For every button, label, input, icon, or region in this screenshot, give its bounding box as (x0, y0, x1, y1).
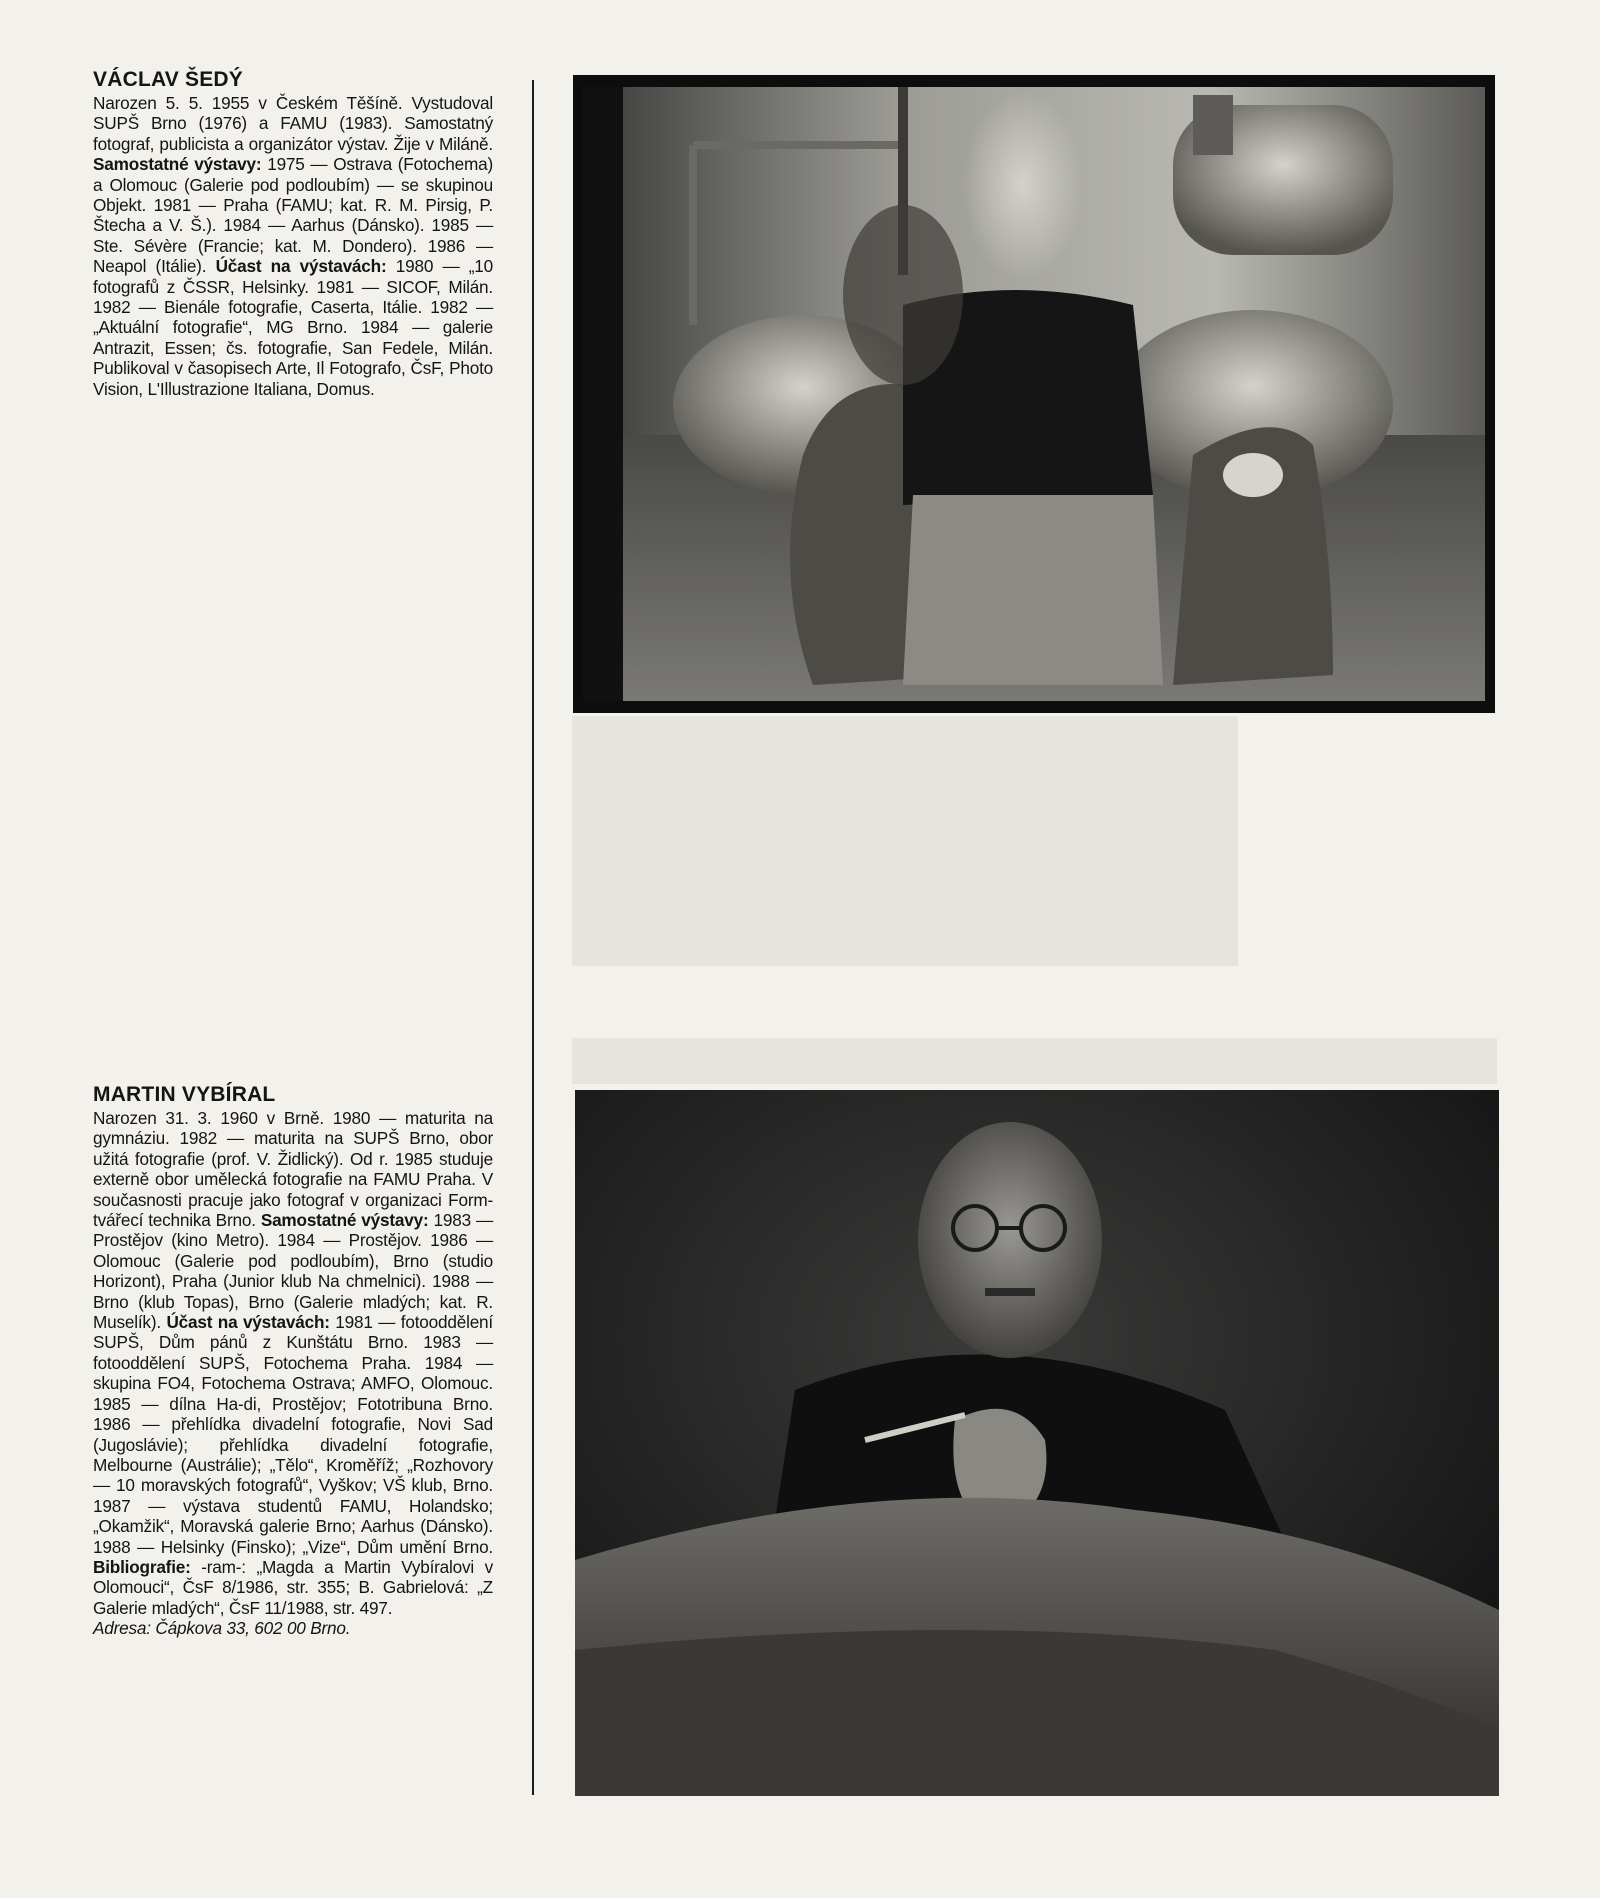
bio-name-heading: VÁCLAV ŠEDÝ (93, 68, 243, 91)
group-exhibitions-text: 1980 — „10 fotografů z ČSSR, Helsinky. 1981 — SICOF, Milán. 1982 — Bienále fotografie, Caserta, Itálie. 1982 — „Aktuální fotografie“, MG Brno. 1984 — galerie Antrazit, Essen; čs. fotografie, San Fedele, Milán. Publikoval v časopisech Arte, Il Fotografo, ČsF, Photo Vision, L'Illustrazione Italiana, Domus. (93, 256, 494, 399)
group-exhibitions-label: Účast na výstavách: (166, 1312, 330, 1333)
seated-figure-in-armchair-photo (573, 75, 1495, 713)
bio-intro: Narozen 31. 3. 1960 v Brně. 1980 — maturita na gymnáziu. 1982 — maturita na SUPŠ Brno, obor užitá fotografie (prof. V. Židlický). Od r. 1985 studuje externě obor umělecká fotografie na FAMU Praha. V současnosti pracuje jako fotograf v organizaci Form-tvářecí technika Brno. (93, 1108, 493, 1231)
photo-seated-figure (573, 75, 1495, 713)
bio-martin-vybiral (93, 1083, 493, 1639)
show-through-strip (572, 1038, 1497, 1084)
bio-vaclav-sedy (93, 68, 493, 399)
bio-text (93, 93, 493, 399)
show-through-block (572, 716, 1238, 966)
bio-intro: Narozen 5. 5. 1955 v Českém Těšíně. Vystudoval SUPŠ Brno (1976) a FAMU (1983). Samostatný fotograf, publicista a organizátor výstav. Žije v Miláně. (93, 93, 493, 154)
bibliography-text: -ram-: „Magda a Martin Vybíralovi v Olomouci“, ČsF 8/1986, str. 355; B. Gabrielová: „Z Galerie mladých“, ČsF 11/1988, str. 497. (93, 1556, 493, 1618)
solo-exhibitions-text: 1983 — Prostějov (kino Metro). 1984 — Prostějov. 1986 — Olomouc (Galerie pod podloubím), Brno (studio Horizont), Praha (Junior klub Na chmelnici). 1988 — Brno (klub Topas), Brno (Galerie mladých; kat. R. Muselík). (93, 1210, 493, 1333)
bibliography-label: Bibliografie: (93, 1556, 191, 1577)
solo-exhibitions-label: Samostatné výstavy: (260, 1210, 429, 1231)
group-exhibitions-label: Účast na výstavách: (215, 256, 387, 277)
group-exhibitions-text: 1981 — fotooddělení SUPŠ, Dům pánů z Kunštátu Brno. 1983 — fotooddělení SUPŠ, Fotochema Praha. 1984 — skupina FO4, Fotochema Ostrava; AMFO, Olomouc. 1985 — dílna Ha-di, Prostějov; Fototribuna Brno. 1986 — přehlídka divadelní fotografie, Novi Sad (Jugoslávie); přehlídka divadelní fotografie, Melbourne (Austrálie); „Tělo“, Kroměříž; „Rozhovory — 10 moravských fotografů“, Vyškov; VŠ klub, Brno. 1987 — výstava studentů FAMU, Holandsko; „Okamžik“, Moravská galerie Brno; Aarhus (Dánsko). 1988 — Helsinky (Finsko); „Vize“, Dům umění Brno. (93, 1312, 493, 1557)
address: Adresa: Čápkova 33, 602 00 Brno. (93, 1618, 351, 1639)
solo-exhibitions-text: 1975 — Ostrava (Fotochema) a Olomouc (Galerie pod podloubím) — se skupinou Objekt. 1981 — Praha (FAMU; kat. R. M. Pirsig, P. Štecha a V. Š.). 1984 — Aarhus (Dánsko). 1985 — Ste. Sévère (Francie; kat. M. Dondero). 1986 — Neapol (Itálie). (93, 154, 493, 277)
solo-exhibitions-label: Samostatné výstavy: (93, 154, 262, 175)
portrait-man-with-scalpel-photo (575, 1090, 1499, 1796)
bio-name-heading: MARTIN VYBÍRAL (93, 1083, 276, 1106)
bio-text (93, 1108, 493, 1618)
photo-portrait-scalpel (575, 1090, 1499, 1796)
column-divider (532, 80, 534, 1795)
